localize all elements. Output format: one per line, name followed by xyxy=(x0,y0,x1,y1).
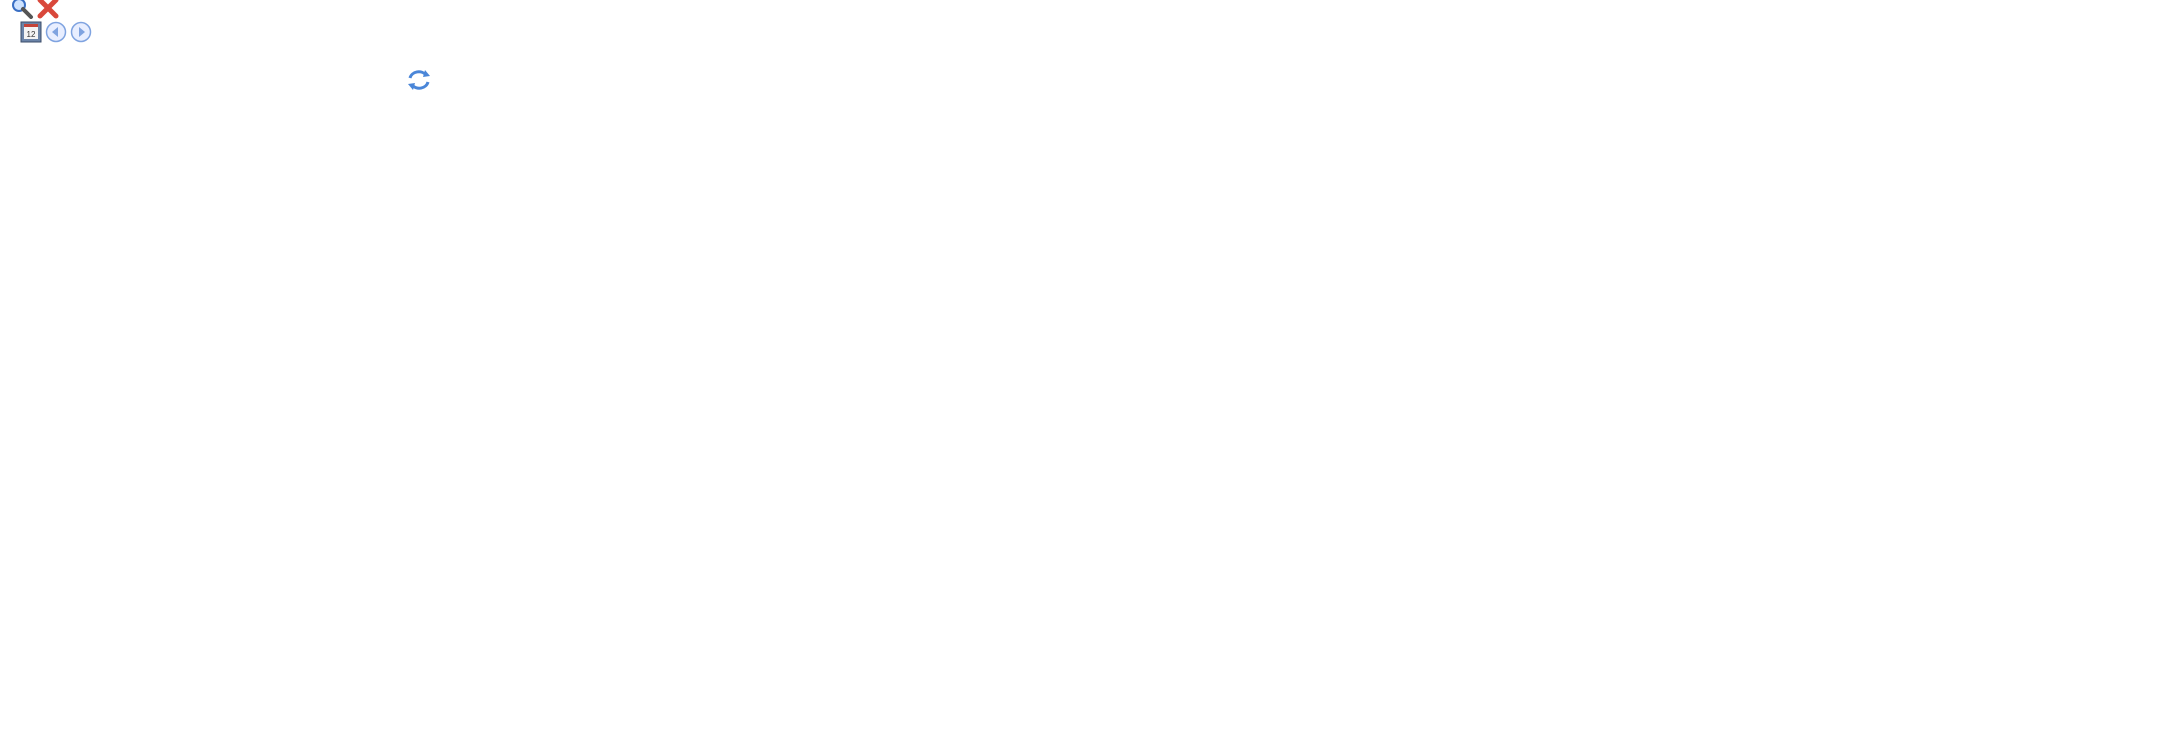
report-title-row xyxy=(0,0,60,22)
display-row xyxy=(0,46,36,68)
prev-arrow-icon[interactable] xyxy=(45,21,67,49)
svg-text:12: 12 xyxy=(26,30,36,39)
next-arrow-icon[interactable] xyxy=(70,21,92,49)
calendar-icon[interactable] xyxy=(20,21,42,49)
refresh-icon[interactable] xyxy=(406,68,432,97)
trans-date-row xyxy=(0,24,95,46)
